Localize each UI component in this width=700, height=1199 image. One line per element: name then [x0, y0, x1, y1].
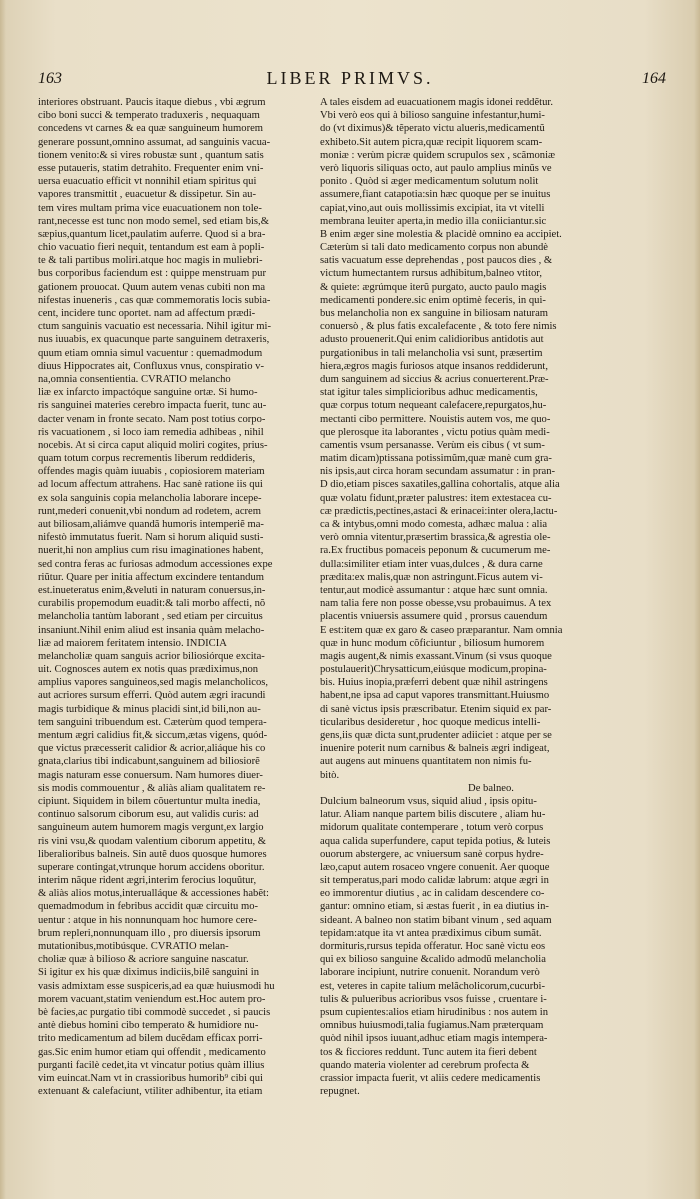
text-line: magis augent,& nimis exassant.Vinum (si vsus quoque [320, 650, 552, 662]
text-line: bus corporibus faciendum est : quippe menstruam pur [38, 268, 267, 280]
text-line: capiat,vino,aut ouis mollissimis excipiat, ita vt vitelli [320, 202, 545, 214]
text-line: sideant. A balneo non statim bibant vinum , sed aquam [320, 914, 552, 926]
text-line: superare contingat,vtrunque horum accidens oboritur. [38, 861, 265, 873]
text-line: quæ corpus totum nequeant calefacere,repurgatos,hu- [320, 400, 547, 412]
text-line: sanguineum autem humorem magis vergunt,ex largio [38, 822, 264, 834]
text-line: quemadmodum in febribus accidit quæ circuitu mo- [38, 901, 259, 913]
text-line: insaniunt.Nihil enim aliud est insania quàm melacho- [38, 624, 265, 636]
text-line: diuus Hippocrates ait, Confluxus vnus, conspiratio v- [38, 360, 264, 372]
text-line: ca & intybus,omni modo comesta, adhæc malua : alia [320, 519, 548, 530]
text-line: moniæ : verùm picræ quidem scrupulos sex , scãmoniæ [320, 149, 556, 161]
text-line: latur. Aliam nanque partem bilis discutere , aliam hu- [320, 809, 546, 821]
text-line: Cæterùm si tali dato medicamento corpus non abundè [320, 242, 549, 254]
text-line: postulauerit)Chrysatticum,eiúsque modicum,propina- [320, 664, 547, 676]
text-line: bus melancholia non ex sanguine in biliosam naturam [320, 308, 549, 319]
text-line: gationem prouocat. Quum autem venas cubiti non ma [38, 281, 266, 293]
text-line: quæ in hunc modum cõficiuntur , biliosum humorem [320, 637, 545, 649]
text-line: Si igitur ex his quæ diximus indiciis,bilẽ sanguini in [38, 967, 259, 979]
text-line: offendes magis quàm iuuabis , copiosiorem materiam [38, 466, 265, 478]
text-line: chio vacuatio fieri nequit, tentandum est eam à popli- [38, 242, 265, 254]
text-line: sed contra feras ac furiosas admodum accessiones expe [38, 558, 273, 570]
text-line: generare possunt,omnino assumat, ad sanguinis vacua- [38, 136, 271, 148]
left-text-column [38, 96, 300, 1098]
text-line: satis vacuatum esse deprehendas , post paucos dies , & [320, 255, 553, 267]
text-line: magis turbidique & minus placidi sint,id bili,non au- [38, 703, 261, 715]
text-line: quando materia violenter ad cerebrum profecta & [320, 1059, 530, 1071]
text-line: gantur: omnino etiam, si æstas fuerit , in ea diutius in- [320, 901, 549, 913]
text-line: liæ ad maiorem feritatem intensio. INDICIA [38, 637, 227, 649]
text-line: nam talia fere non posse obesse,vsu probauimus. A tex [320, 598, 552, 610]
text-line: que plerosque ita laborantes , victu potius quàm medi- [320, 426, 550, 438]
text-line: & quiete: ægrúmque iterũ purgato, aucto paulo magis [320, 281, 547, 293]
text-line: camentis vsum persanasse. Verùm eis cibus ( vt sum- [320, 439, 545, 451]
text-line: inuenire poterit num carnibus & balneis ægri indigeat, [320, 743, 550, 755]
text-line: antè diebus homini cibo temperato & humidiore nu- [38, 1020, 259, 1032]
text-line: ra.Ex fructibus pomaceis peponum & cucumerum me- [320, 545, 551, 557]
text-line: tepidam:atque ita vt antea prædiximus cibum sumãt. [320, 927, 542, 939]
text-line: stat igitur tales simplicioribus adhuc medicamentis, [320, 387, 538, 399]
text-line: ris vini vsu,& quodam valentium ciborum appetitu, & [38, 835, 267, 847]
text-line: mentum ægri calidius fit,& siccum,ætas vigens, quód- [38, 730, 268, 741]
text-line: ponito . Quòd si æger medicamentum solutum nolit [320, 176, 539, 188]
text-line: eo immorentur diutius , ac in calidam descendere co- [320, 888, 545, 900]
text-line: quòd nihil ipsos iuuant,adhuc etiam magis intempera- [320, 1033, 548, 1045]
text-line: melancholiæ quam sanguis acrior biliosiórque excita- [38, 650, 265, 662]
text-line: liæ ex infarcto impactóque sanguine ortæ. Si humo- [38, 387, 258, 399]
text-line: quum etiam omnia simul vacuentur : quemadmodum [38, 347, 263, 359]
text-line: cibo boni succi & temperato traduxeris , nequaquam [38, 110, 260, 122]
text-line: purganti facilè cedet,ita vt vincatur potius quàm illius [38, 1059, 265, 1071]
text-line: morem vacuant,statim veniendum est.Hoc autem pro- [38, 993, 266, 1005]
text-line: psum cupientes:alios etiam hirudinibus : nos autem in [320, 1006, 549, 1018]
text-line: ex sola sanguinis copia melancholia laborare incepe- [38, 492, 262, 504]
text-line: assumere,fiant catapotia:sin hæc quoque per se inuitus [320, 189, 551, 201]
text-line: choliæ quæ à bilioso & acriore sanguine nascatur. [38, 954, 249, 966]
text-line: midorum qualitate contemperare , totum verò corpus [320, 822, 544, 834]
text-line: purgationibus in tali melancholia vsi sunt, præsertim [320, 347, 543, 359]
page-edge-left [0, 0, 6, 1199]
text-line: te & tali partibus moliri.atque hoc magis in muliebri- [38, 255, 263, 267]
text-line: liberalioribus balneis. Sin autẽ duos quosque humores [38, 848, 267, 860]
text-line: do (vt diximus)& tẽperato victu alueris,medicamentũ [320, 123, 545, 135]
text-line: sit temperatus,pari modo calidæ labrum: atque ægri in [320, 875, 549, 887]
text-line: amplius vapores sanguineos,sed magis melancholicos, [38, 677, 269, 689]
text-line: exhibeto.Sit autem picra,quæ recipit liquorem scam- [320, 136, 543, 148]
text-line: melancholia tantùm laborant , sed etiam per circuitus [38, 611, 263, 623]
text-line: gnata,clarius tibi indicabunt,sanguinem ad biliosiorẽ [38, 756, 260, 768]
text-line: trito medicamentum ad bilem ducẽdam efficax porri- [38, 1033, 263, 1045]
page-number-left: 163 [38, 70, 62, 87]
text-line: dulla:similiter etiam inter vuas,dulces , & dura carne [320, 558, 543, 570]
text-line: bis. Huius inopia,præferri debent quæ nihil astringens [320, 677, 548, 689]
text-line: quam totum corpus recrementis liberum reddideris, [38, 453, 256, 465]
text-line: placentis vniuersis assumere quid , prorsus cauendum [320, 611, 548, 623]
text-line: aut biliosam,aliámve quandã humoris intemperiẽ ma- [38, 519, 264, 530]
text-line: B enim æger sine molestia & placidè omnino ea accipiet. [320, 228, 562, 240]
text-line: membrana leuiter aperta,in medio illa coniiciantur.sic [320, 215, 547, 227]
text-line: interiores obstruant. Paucis itaque diebus , vbi ægrum [38, 97, 266, 108]
text-line: nis ipsis,aut circa horam secundam assumatur : in pran- [320, 466, 556, 478]
text-line: vasis admixtam esse suspiceris,ad ea quæ huiusmodi hu [38, 980, 275, 992]
text-line: tentur,aut modicè assumantur : atque hæc sunt omnia. [320, 584, 548, 596]
text-line: nus iuuabis, ex quacunque parte sanguinem detraxeris, [38, 334, 270, 346]
text-line: cæ prædictis,pectines,astaci & erinacei:inter olera,lactu- [320, 505, 558, 517]
section-heading: De balneo. [468, 782, 514, 794]
text-line: repugnet. [320, 1086, 360, 1098]
text-line: omnibus huiusmodi,talia fugiamus.Nam præterquam [320, 1020, 544, 1032]
text-line: E est:item quæ ex garo & caseo præparantur. Nam omnia [320, 624, 563, 636]
text-line: & aliàs alios motus,interualláque & accessiones habẽt: [38, 888, 269, 900]
text-line: tionem venito:& si vires robustæ sunt , quantum satis [38, 149, 264, 161]
text-line: cipiunt. Siquidem in bilem cõuertuntur multa inedia, [38, 795, 261, 807]
text-line: quæ volatu fidunt,præter palustres: item extestacea cu- [320, 492, 552, 504]
page-edge-right [694, 0, 700, 1199]
text-line: ouorum abstergere, ac vniuersum sanè corpus hydre- [320, 848, 544, 860]
text-line: D dio,etiam pisces saxatiles,gallina cohortalis, atque alia [320, 479, 560, 491]
text-line: sæpius,quantum licet,paulatim auferre. Quod si a bra- [38, 228, 266, 240]
text-line: medicamenti pondere.sic enim optimè feceris, in qui- [320, 294, 546, 306]
text-line: laborare incipiunt, nutrire conuenit. Norandum verò [320, 967, 540, 979]
text-line: mectanti cibo permittere. Nouistis autem vos, me quo- [320, 413, 551, 425]
text-line: interim nãque rident ægri,interim ferocius loquũtur, [38, 875, 257, 887]
text-line: tos & ficciores reddunt. Tunc autem ita fieri debent [320, 1046, 537, 1058]
text-line: dormituris,rursus tepida offeratur. Hoc sanè victu eos [320, 941, 546, 952]
text-line: est.inueteratus enim,&veluti in naturam conuersus,in- [38, 584, 266, 596]
text-line: nifestò immutatus fuerit. Nam si horum aliquid susti- [38, 532, 264, 544]
text-line: bè facies,ac purgatio tibi commodè succedet , si paucis [38, 1006, 271, 1018]
text-line: hiera,ægros magis furiosos atque insanos reddiderunt, [320, 360, 549, 372]
text-line: dacter venam in fronte secato. Nam post totius corpo- [38, 413, 266, 425]
text-line: conuersò , & plus fatis excalefacente , & toto fere nimis [320, 321, 557, 333]
text-line: runt,mederi conuenit,vbi nondum ad rodetem, acrem [38, 505, 261, 517]
text-line: bitò. [320, 769, 340, 781]
text-line: vim euincat.Nam vt in crassioribus humorib⁹ cibi qui [38, 1072, 263, 1084]
text-line: riũtur. Quare per initia affectum excindere tentandum [38, 571, 265, 583]
text-line: ris vacuationem , si loco iam remedia adhibeas , nihil [38, 426, 264, 438]
running-header [30, 60, 670, 96]
text-line: qui ex bilioso sanguine &calido admodũ melancholia [320, 954, 546, 966]
text-line: nuerit,hi non amplius cum risu imaginationes habent, [38, 545, 264, 557]
text-line: Dulcium balneorum vsus, siquid aliud , ipsis opitu- [320, 795, 537, 807]
text-line: matim dicam)ptissana potissimũm,quæ manè cum gra- [320, 453, 552, 465]
text-line: ad locum affectum attrahens. Hac sanè ratione iis qui [38, 479, 263, 491]
text-line: læo,caput autem rosaceo vngere conuenit. Aer quoque [320, 861, 550, 873]
text-line: uersa euacuatio efficit vt nonnihil etiam spiritus qui [38, 176, 257, 188]
text-line: tem sanguini tribuendum est. Cæterùm quod tempera- [38, 716, 267, 728]
text-line: habent,ne ipsa ad caput vapores transmittant.Huiusmo [320, 690, 550, 702]
text-line: prædita:ex malis,quæ non astringunt.Ficus autem vi- [320, 571, 543, 583]
text-line: victum humectantem rursus adhibitum,balneo vtitor, [320, 268, 542, 280]
text-line: extenuant & calefaciunt, vtiliter adhibentur, ita etiam [38, 1086, 263, 1098]
text-line: vapores transmittit , euacuetur & dissipetur. Sin au- [38, 189, 257, 201]
text-line: verò liquoris siliquas octo, aut paulo amplius minũs ve [320, 162, 552, 174]
text-line: esse putaueris, statim detrahito. Frequenter enim vni- [38, 162, 264, 174]
text-line: tulis & pulueribus acrioribus vsos fuisse , cruentare i- [320, 993, 547, 1005]
text-line: dum sanguinem ad siccius & acrius conuerterent.Præ- [320, 373, 549, 385]
text-line: aqua calida superfundere, caput tepida potius, & luteis [320, 835, 551, 847]
text-line: aut acriores sursum efferri. Quòd autem ægri iracundi [38, 690, 266, 702]
text-line: uentur : atque in his nonnunquam hoc humore cere- [38, 914, 257, 926]
text-line: adusto prouenerit.Qui enim calidioribus antidotis aut [320, 334, 544, 346]
text-line: verò omnia vitentur,præsertim brassica,& agrestia ole- [320, 532, 551, 544]
text-line: Vbi verò eos qui à bilioso sanguine infestantur,humi- [320, 110, 545, 122]
text-line: ctum sanguinis vacuatio est necessaria. Nihil igitur mi- [38, 321, 272, 333]
text-line: ticularibus desideretur , hoc quoque medicus intelli- [320, 716, 541, 728]
text-line: est, veteres in capite talium melãcholicorum,cucurbi- [320, 980, 546, 992]
text-line: que victus præcesserit calidior & acrior,aliáque his co [38, 743, 266, 755]
page-number-right: 164 [642, 70, 666, 87]
text-line: concedens vt carnes & ea quæ sanguineum humorem [38, 123, 264, 135]
text-line: nocebis. At si circa caput aliquid moliri cogites, prius- [38, 439, 268, 451]
text-line: brum repleri,nonnunquam illo , pro diuersis ipsorum [38, 927, 261, 939]
text-line: crassior impacta fuerit, vt aliis cedere medicamentis [320, 1072, 541, 1084]
text-line: gens,iis quæ dicta sunt,prudenter adiiciet : atque per se [320, 730, 552, 741]
text-line: mutationibus,motibúsque. CVRATIO melan- [38, 941, 229, 952]
text-line: tem vires multam prima vice euacuationem non tole- [38, 202, 262, 214]
text-line: cent, incidere tunc oportet. nam ad affectum prædi- [38, 308, 256, 319]
text-line: na,omnia consentientia. CVRATIO melancho [38, 373, 231, 385]
text-line: curabilis propemodum euadit:& tali morbo affecti, nõ [38, 598, 266, 610]
text-line: rant,necesse est tunc non modo semel, sed etiam bis,& [38, 215, 269, 227]
text-line: ris sanguinei materies cerebro impacta fuerit, tunc au- [38, 400, 267, 412]
text-line: nifestas inueneris , cas quæ commemoratis locis subia- [38, 294, 271, 306]
right-text-column [320, 96, 662, 1098]
text-line: gas.Sic enim humor etiam qui offendit , medicamento [38, 1046, 266, 1058]
text-line: aut augens aut minuens quantitatem non nimis fu- [320, 756, 532, 768]
text-line: sis modis commouentur , & aliàs aliam qualitatem re- [38, 782, 266, 794]
text-line: uit. Cognosces autem ex notis quas prædiximus,non [38, 664, 259, 676]
running-title: LIBER PRIMVS. [266, 68, 434, 88]
text-line: di sanè victus ipsis præscribatur. Etenim siquid ex par- [320, 703, 552, 715]
text-line: continuo salsorum ciborum esu, aut validis curis: ad [38, 809, 259, 821]
text-line: magis naturam esse conuersum. Nam humores diuer- [38, 769, 263, 781]
text-line: A tales eisdem ad euacuationem magis idonei reddẽtur. [320, 97, 553, 108]
